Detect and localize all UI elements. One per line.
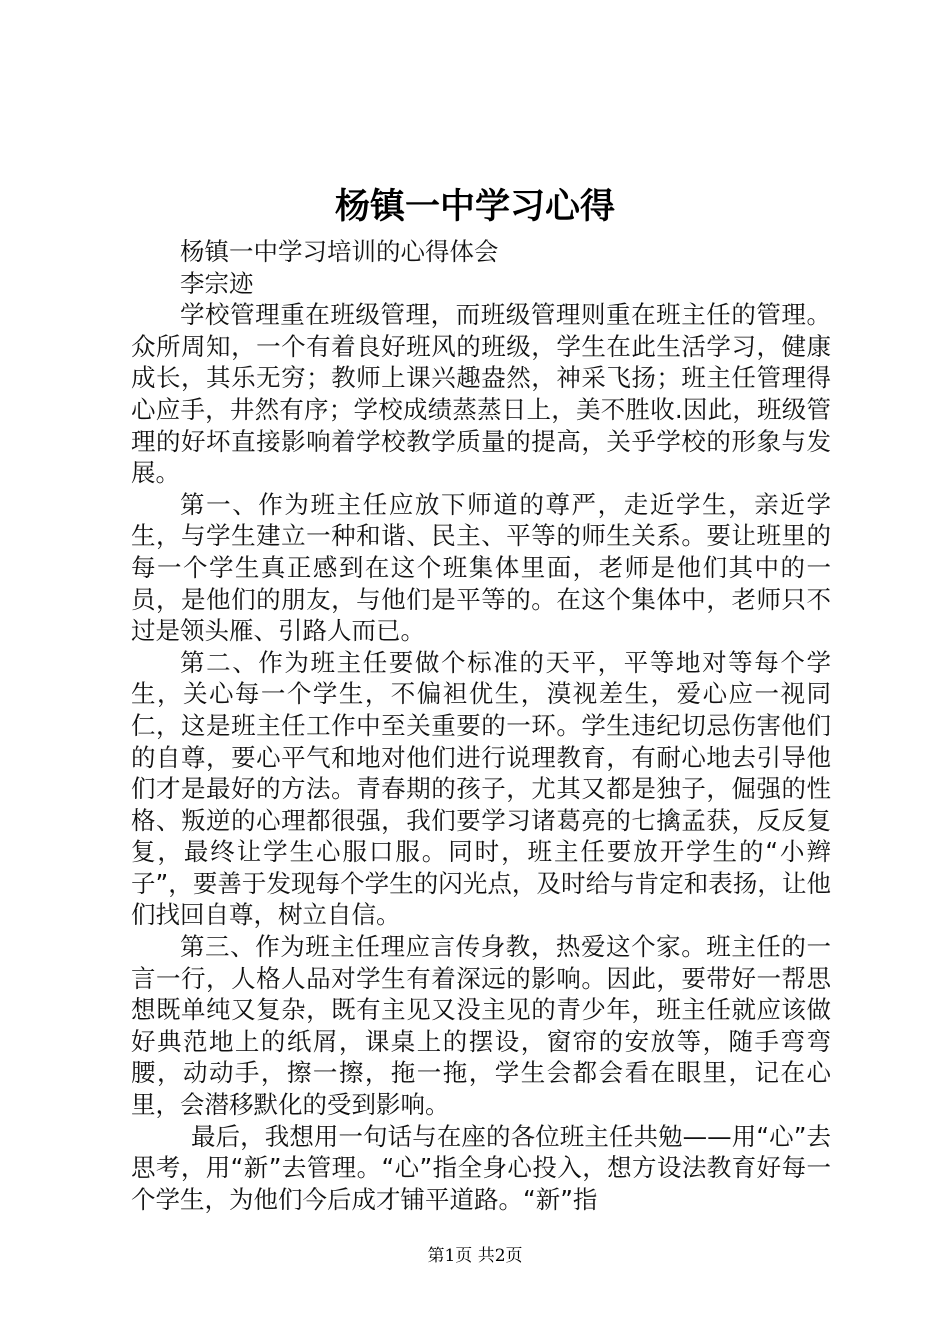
- document-subtitle: 杨镇一中学习培训的心得体会: [180, 237, 499, 266]
- paragraph-final: 最后，我想用一句话与在座的各位班主任共勉——用“心”去思考，用“新”去管理。“心”指全身心投入，想方设法教育好每一个学生，为他们今后成才铺平道路。“新”指: [131, 1121, 831, 1214]
- paragraph-first: 第一、作为班主任应放下师道的尊严，走近学生，亲近学生，与学生建立一种和谐、民主、平等的师生关系。要让班里的每一个学生真正感到在这个班集体里面，老师是他们其中的一员，是他们的朋友，与他们是平等的。在这个集体中，老师只不过是领头雁、引路人而已。: [131, 489, 831, 646]
- paragraph-intro: 学校管理重在班级管理，而班级管理则重在班主任的管理。众所周知，一个有着良好班风的班级，学生在此生活学习，健康成长，其乐无穷；教师上课兴趣盎然，神采飞扬；班主任管理得心应手，井然有序；学校成绩蒸蒸日上，美不胜收.因此，班级管理的好坏直接影响着学校教学质量的提高，关乎学校的形象与发展。: [131, 300, 831, 488]
- paragraph-second: 第二、作为班主任要做个标准的天平，平等地对等每个学生，关心每一个学生，不偏袒优生，漠视差生，爱心应一视同仁，这是班主任工作中至关重要的一环。学生违纪切忌伤害他们的自尊，要心平气和地对他们进行说理教育，有耐心地去引导他们才是最好的方法。青春期的孩子，尤其又都是独子，倔强的性格、叛逆的心理都很强，我们要学习诸葛亮的七擒孟获，反反复复，最终让学生心服口服。同时，班主任要放开学生的“小辫子”，要善于发现每个学生的闪光点，及时给与肯定和表扬，让他们找回自尊，树立自信。: [131, 647, 831, 930]
- document-title: 杨镇一中学习心得: [334, 186, 615, 227]
- document-author: 李宗迹: [180, 268, 254, 298]
- paragraph-third: 第三、作为班主任理应言传身教，热爱这个家。班主任的一言一行，人格人品对学生有着深远的影响。因此，要带好一帮思想既单纯又复杂，既有主见又没主见的青少年，班主任就应该做好典范地上的纸屑，课桌上的摆设，窗帘的安放等，随手弯弯腰，动动手，擦一擦，拖一拖，学生会都会看在眼里，记在心里，会潜移默化的受到影响。: [131, 932, 831, 1120]
- document-body: [131, 236, 831, 1215]
- page-footer: 第1页 共2页: [427, 1246, 523, 1266]
